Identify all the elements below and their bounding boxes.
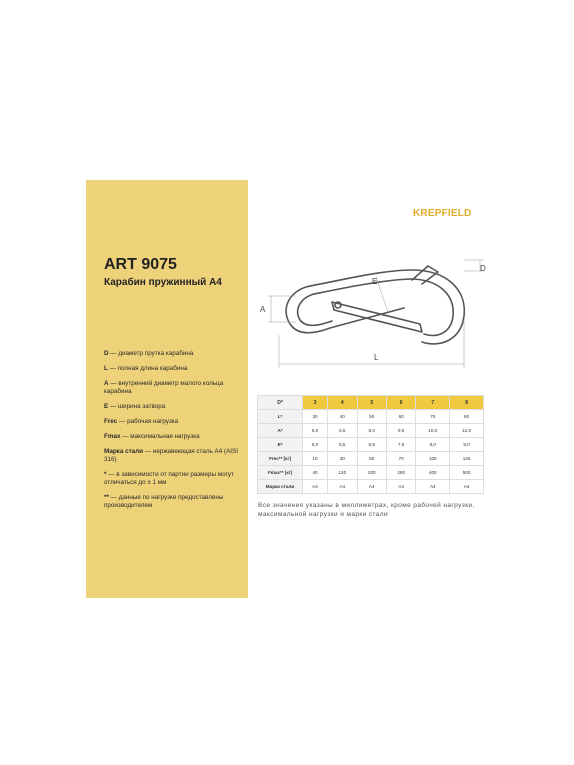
- legend-entry: * — в зависимости от партии размеры могут отличаться до ± 1 мм: [104, 471, 234, 486]
- table-cell: 120: [328, 466, 357, 480]
- header-cell: 3: [303, 396, 328, 410]
- table-cell: 70: [416, 410, 450, 424]
- dim-label-e: E: [372, 277, 378, 286]
- legend-entry: А — внутренний диаметр малого кольца карабина: [104, 380, 224, 395]
- legend-entry: Е — ширина затвора: [104, 403, 166, 410]
- header-cell: 6: [386, 396, 415, 410]
- table-cell: A4: [386, 480, 415, 494]
- table-cell: 70: [386, 452, 415, 466]
- table-cell: 5,0: [303, 438, 328, 452]
- table-cell: 5,5: [328, 438, 357, 452]
- table-row: [258, 424, 484, 438]
- table-cell: 6,5: [328, 424, 357, 438]
- table-cell: 200: [357, 466, 386, 480]
- row-label: Frec** [кг]: [258, 452, 303, 466]
- header-cell: 8: [450, 396, 484, 410]
- table-cell: A4: [357, 480, 386, 494]
- table-cell: 6,5: [357, 438, 386, 452]
- header-cell: 5: [357, 396, 386, 410]
- table-cell: 30: [303, 410, 328, 424]
- table-cell: 5,0: [303, 424, 328, 438]
- header-label: D*: [258, 396, 303, 410]
- table-cell: 8,0: [357, 424, 386, 438]
- table-cell: A4: [303, 480, 328, 494]
- legend-list: [104, 350, 246, 517]
- row-label: A*: [258, 424, 303, 438]
- table-row: [258, 438, 484, 452]
- dim-label-a: A: [260, 305, 266, 314]
- table-cell: 400: [416, 466, 450, 480]
- dim-label-d: D: [480, 264, 486, 273]
- units-footnote: Все значения указаны в миллиметрах, кроме рабочей нагрузки, максимальной нагрузки и марки стали: [258, 502, 475, 518]
- table-cell: 12,0: [450, 424, 484, 438]
- table-row: [258, 452, 484, 466]
- row-label: L*: [258, 410, 303, 424]
- product-subtitle: Карабин пружинный А4: [104, 277, 222, 288]
- table-cell: 80: [450, 410, 484, 424]
- row-label: E*: [258, 438, 303, 452]
- product-title: ART 9075: [104, 256, 177, 273]
- spec-table: [257, 395, 484, 494]
- carabiner-drawing: [252, 250, 492, 380]
- table-row: [258, 410, 484, 424]
- table-cell: A4: [416, 480, 450, 494]
- header-cell: 4: [328, 396, 357, 410]
- table-cell: 100: [416, 452, 450, 466]
- legend-entry: L — полная длина карабина: [104, 365, 188, 372]
- table-row: [258, 480, 484, 494]
- header-cell: 7: [416, 396, 450, 410]
- table-cell: 125: [450, 452, 484, 466]
- table-cell: 9,0: [450, 438, 484, 452]
- row-label: Марка стали: [258, 480, 303, 494]
- dim-label-l: L: [374, 353, 379, 362]
- table-cell: 500: [450, 466, 484, 480]
- table-cell: 10: [303, 452, 328, 466]
- table-header-row: [258, 396, 484, 410]
- table-cell: A4: [328, 480, 357, 494]
- table-cell: 9,0: [386, 424, 415, 438]
- legend-entry: D — диаметр прутка карабина: [104, 350, 194, 357]
- table-cell: 280: [386, 466, 415, 480]
- table-cell: 30: [328, 452, 357, 466]
- row-label: Fmax** [кг]: [258, 466, 303, 480]
- table-cell: 8,0: [416, 438, 450, 452]
- table-row: [258, 466, 484, 480]
- info-panel: [86, 180, 248, 598]
- legend-entry: Frec — рабочая нагрузка: [104, 418, 179, 425]
- brand-logo: KREPFIELD: [413, 208, 472, 219]
- table-cell: 10,0: [416, 424, 450, 438]
- table-cell: 40: [328, 410, 357, 424]
- table-cell: 50: [357, 452, 386, 466]
- table-cell: 60: [386, 410, 415, 424]
- table-cell: A4: [450, 480, 484, 494]
- legend-entry: Марка стали — нержавеющая сталь А4 (AISI 316): [104, 448, 238, 463]
- table-cell: 40: [303, 466, 328, 480]
- table-cell: 7,5: [386, 438, 415, 452]
- legend-entry: ** — данные по нагрузке предоставлены производителем: [104, 494, 224, 509]
- table-cell: 50: [357, 410, 386, 424]
- legend-entry: Fmax — максимальная нагрузка: [104, 433, 200, 440]
